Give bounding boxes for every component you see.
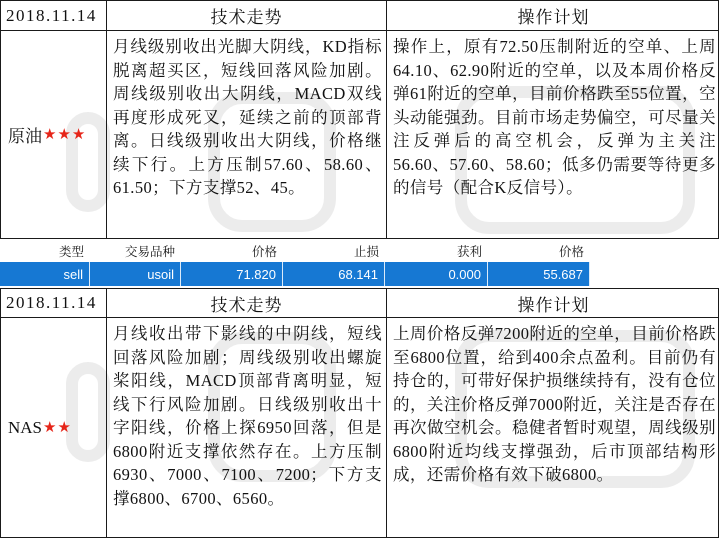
- trade-col-price: 价格: [251, 244, 277, 259]
- trade-col-stoploss: 止损: [353, 244, 379, 259]
- oil-section-table: [0, 0, 719, 239]
- trade-row-stoploss: 68.141: [283, 262, 385, 286]
- nas-plan-header: 操作计划: [387, 289, 719, 318]
- nas-tech-text: 月线收出带下影线的中阴线，短线回落风险加剧；周线级别收出螺旋桨阳线，MACD顶部背离明显，短线下行风险加剧。日线级别收出十字阳线，价格上探6950回落，但是6800附近支撑依然存在。上方压制6930、7000、7100、7200；下方支撑6800、6700、6560。: [107, 318, 387, 537]
- trade-row-selected[interactable]: [0, 262, 590, 286]
- oil-plan-text: 操作上，原有72.50压制附近的空单、上周64.10、62.90附近的空单，以及本周价格反弹61附近的空单，目前价格跌至55位置，空头动能强劲。目前市场走势偏空，可尽量关注反弹后的高空机会，反弹为主关注56.60、57.60、58.60；低多仍需要等待更多的信号（配合K反信号）。: [393, 37, 716, 197]
- trade-col-price2: 价格: [558, 244, 584, 259]
- trade-col-profit: 获利: [456, 244, 482, 259]
- oil-instrument-label: [1, 31, 107, 238]
- nas-plan-text: 上周价格反弹7200附近的空单，目前价格跌至6800位置，给到400余点盈利。目前仍有持仓的，可带好保护损继续持有，没有仓位的，关注价格反弹7000附近，关注是否存在再次做空机会。稳健者暂时观望，周线级别6800附近均线支撑强劲，后市顶部结构形成，还需价格有效下破6800。: [393, 324, 716, 484]
- nas-rating-stars: ★★: [43, 420, 72, 436]
- nas-section-table: [0, 288, 719, 538]
- trade-row-type: sell: [0, 262, 90, 286]
- oil-rating-stars: ★★★: [43, 127, 87, 143]
- trade-col-symbol: 交易品种: [124, 244, 175, 259]
- oil-date: 2018.11.14: [1, 1, 107, 31]
- oil-tech-text: 月线级别收出光脚大阴线，KD指标脱离超买区，短线回落风险加剧。周线级别收出大阴线，MACD双线再度形成死叉，延续之前的顶部背离。日线级别收出大阴线，价格继续下行。上方压制57.60、58.60、61.50；下方支撑52、45。: [107, 31, 387, 238]
- trade-table: [0, 239, 719, 288]
- trade-col-type: 类型: [58, 244, 84, 259]
- trade-row-price2: 55.687: [488, 262, 590, 286]
- nas-date: 2018.11.14: [1, 289, 107, 318]
- nas-tech-header: 技术走势: [107, 289, 387, 318]
- oil-plan-header: 操作计划: [387, 1, 719, 31]
- oil-tech-header: 技术走势: [107, 1, 387, 31]
- trade-table-header: [0, 239, 719, 262]
- nas-instrument-label: [1, 318, 107, 537]
- trade-row-symbol: usoil: [90, 262, 181, 286]
- trade-row-price: 71.820: [181, 262, 283, 286]
- oil-instrument-name: 原油: [8, 127, 42, 146]
- nas-instrument-name: NAS: [8, 417, 43, 437]
- trade-row-profit: 0.000: [385, 262, 488, 286]
